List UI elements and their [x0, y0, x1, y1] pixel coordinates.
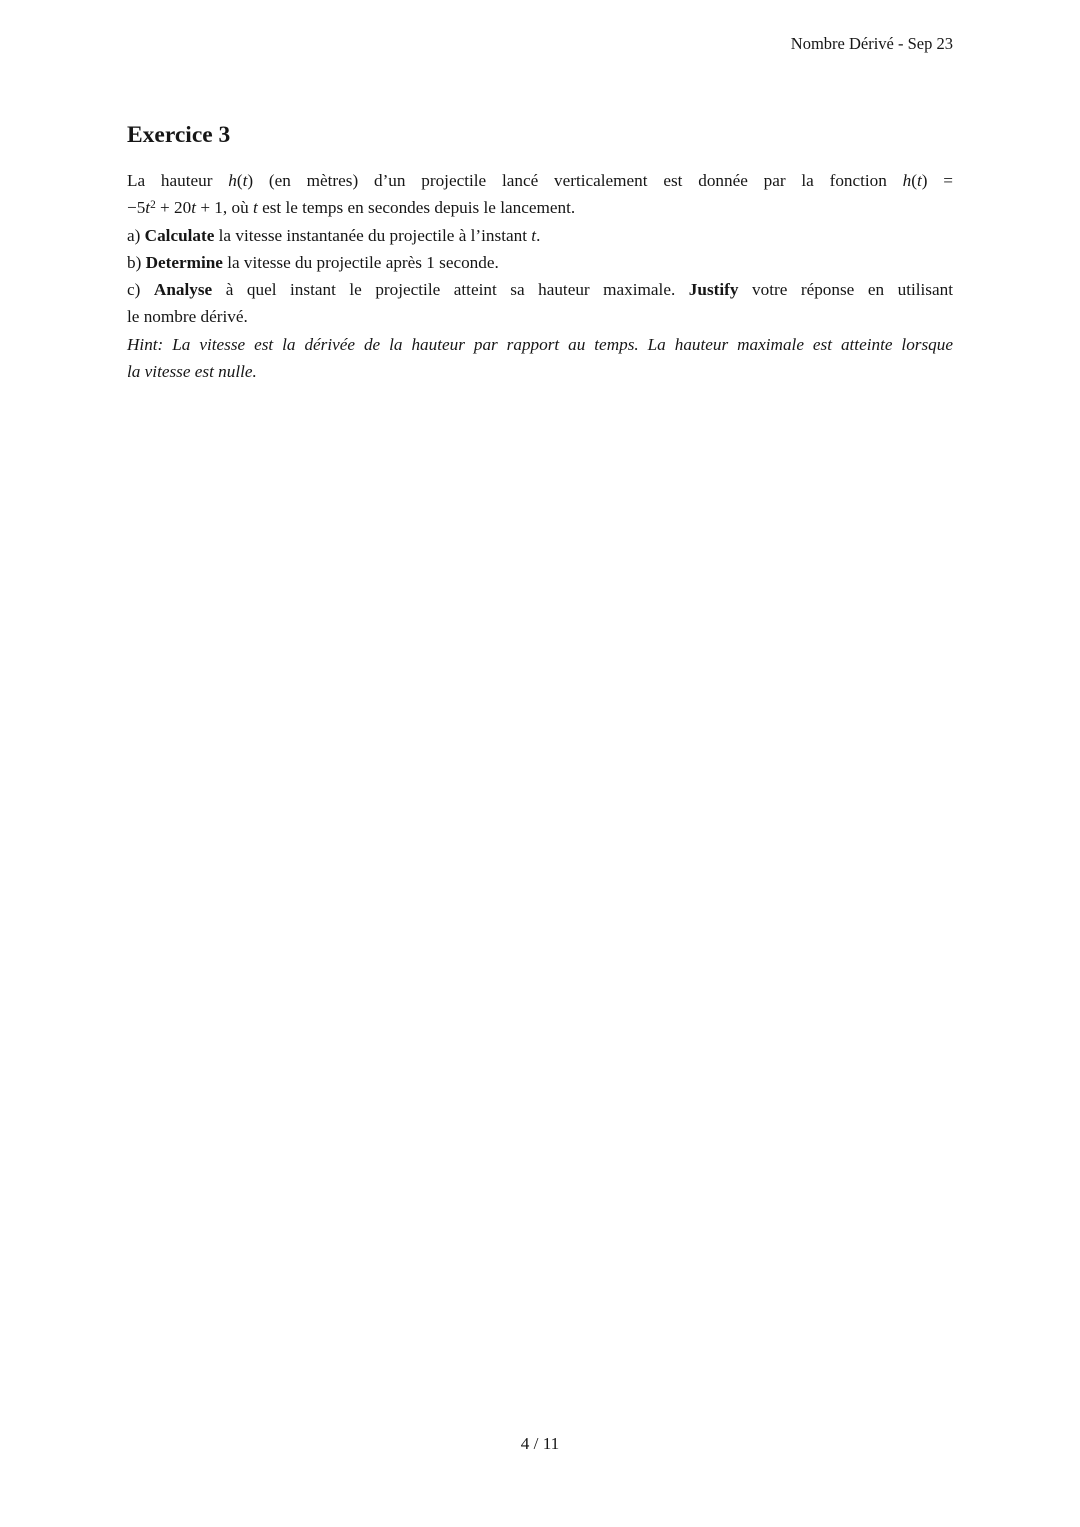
exercise-title: Exercice 3 [127, 122, 231, 148]
text-line: c) Analyse à quel instant le projectile atteint sa hauteur maximale. Justify votre réponse en utilisant [127, 280, 953, 300]
text-line: La hauteur h(t) (en mètres) d’un projectile lancé verticalement est donnée par la fonction h(t) = [127, 171, 953, 190]
text-line: $-5t^2 + 20t + 1$, où t est le temps en secondes depuis le lancement. [127, 198, 576, 218]
text-line: a) Calculate la vitesse instantanée du projectile à l’instant t. [127, 225, 541, 245]
text-line: la vitesse est nulle. [127, 362, 257, 382]
exercise-body [127, 167, 953, 385]
text-line: Hint: La vitesse est la dérivée de la hauteur par rapport au temps. La hauteur maximale est atteinte lorsque [127, 334, 953, 354]
text-line: b) Determine la vitesse du projectile après 1 seconde. [127, 252, 499, 272]
page-header: Nombre Dérivé - Sep 23 [790, 34, 953, 53]
page-number: 4 / 11 [520, 1434, 560, 1453]
text-line: le nombre dérivé. [127, 307, 248, 327]
